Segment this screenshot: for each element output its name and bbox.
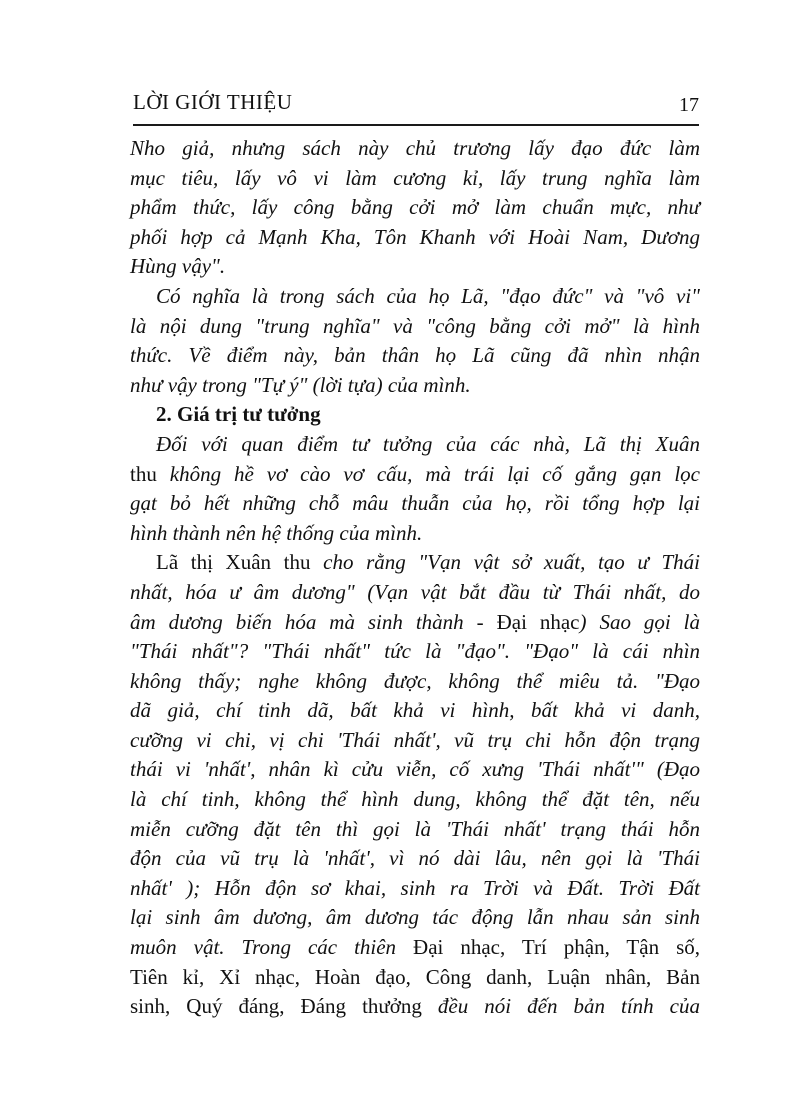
text-line: thức. Về điểm này, bản thân họ Lã cũng đã nhìn nhận — [130, 343, 700, 368]
text-line: hình thành nên hệ thống của mình. — [130, 520, 423, 545]
text-line: phẩm thức, lấy công bằng cởi mở làm chuẩn mực, như — [130, 195, 700, 220]
text-line: miễn cưỡng đặt tên thì gọi là 'Thái nhất' trạng thái hỗn — [130, 816, 700, 841]
text-line: mục tiêu, lấy vô vi làm cương kỉ, lấy trung nghĩa làm — [130, 165, 700, 190]
chapter-title: LỜI GIỚI THIỆU — [133, 90, 293, 114]
text-line: lại sinh âm dương, âm dương tác động lẫn nhau sản sinh — [130, 905, 700, 930]
text-line: độn của vũ trụ là 'nhất', vì nó dài lâu, nên gọi là 'Thái — [130, 846, 700, 871]
text-run: muôn vật. Trong các thiên — [130, 935, 414, 960]
text-run: Đại nhạc, Trí phận, Tận số, — [413, 935, 700, 960]
text-line: thái vi 'nhất', nhân kì cửu viễn, cố xưng 'Thái nhất'" (Đạo — [130, 757, 700, 782]
body-text — [130, 134, 700, 1022]
text-line: là chí tinh, không thể hình dung, không thể đặt tên, nếu — [130, 787, 700, 812]
text-run: âm dương biến hóa mà sinh thành - — [130, 609, 497, 634]
text-run: cho rằng "Vạn vật sở xuất, tạo ư Thái — [323, 550, 701, 575]
text-line: Tiên kỉ, Xỉ nhạc, Hoàn đạo, Công danh, Luận nhân, Bản — [130, 964, 700, 989]
text-line: là nội dung "trung nghĩa" và "công bằng cởi mở" là hình — [130, 313, 700, 338]
text-line — [130, 933, 700, 963]
text-line: không thấy; nghe không được, không thể miêu tả. "Đạo — [130, 668, 700, 693]
text-run: Đại nhạc — [496, 609, 580, 634]
text-run: ) Sao gọi là — [579, 609, 701, 634]
text-line: dã giả, chí tinh dã, bất khả vi hình, bất khả vi danh, — [130, 698, 700, 723]
text-run: thu — [130, 461, 170, 486]
section-heading: 2. Giá trị tư tưởng — [156, 402, 321, 427]
text-run: đều nói đến bản tính của — [437, 994, 700, 1019]
text-line: như vậy trong "Tự ý" (lời tựa) của mình. — [130, 372, 471, 397]
running-header — [133, 88, 699, 126]
text-run: sinh, Quý đáng, Đáng thưởng — [130, 994, 438, 1019]
paragraph-start — [130, 548, 700, 578]
text-line: gạt bỏ hết những chỗ mâu thuẫn của họ, rồi tổng hợp lại — [130, 491, 700, 516]
text-line — [130, 608, 700, 638]
paragraph-start: Có nghĩa là trong sách của họ Lã, "đạo đức" và "vô vi" — [156, 283, 700, 308]
text-line — [130, 460, 700, 490]
text-line: nhất, hóa ư âm dương" (Vạn vật bắt đầu từ Thái nhất, do — [130, 579, 700, 604]
text-line: "Thái nhất"? "Thái nhất" tức là "đạo". "Đạo" là cái nhìn — [130, 639, 700, 664]
page-number: 17 — [679, 94, 699, 116]
paragraph-start: Đối với quan điểm tư tưởng của các nhà, Lã thị Xuân — [156, 431, 700, 456]
text-line: nhất' ); Hỗn độn sơ khai, sinh ra Trời và Đất. Trời Đất — [130, 875, 700, 900]
text-line — [130, 992, 700, 1022]
text-line: phối hợp cả Mạnh Kha, Tôn Khanh với Hoài Nam, Dương — [130, 224, 700, 249]
text-run: Lã thị Xuân thu — [156, 550, 324, 575]
text-line: cưỡng vi chi, vị chi 'Thái nhất', vũ trụ chi hỗn độn trạng — [130, 727, 700, 752]
text-line: Nho giả, nhưng sách này chủ trương lấy đạo đức làm — [130, 136, 700, 160]
text-line: Hùng vậy". — [130, 254, 226, 279]
text-run: không hề vơ cào vơ cấu, mà trái lại cố gắng gạn lọc — [169, 461, 700, 486]
